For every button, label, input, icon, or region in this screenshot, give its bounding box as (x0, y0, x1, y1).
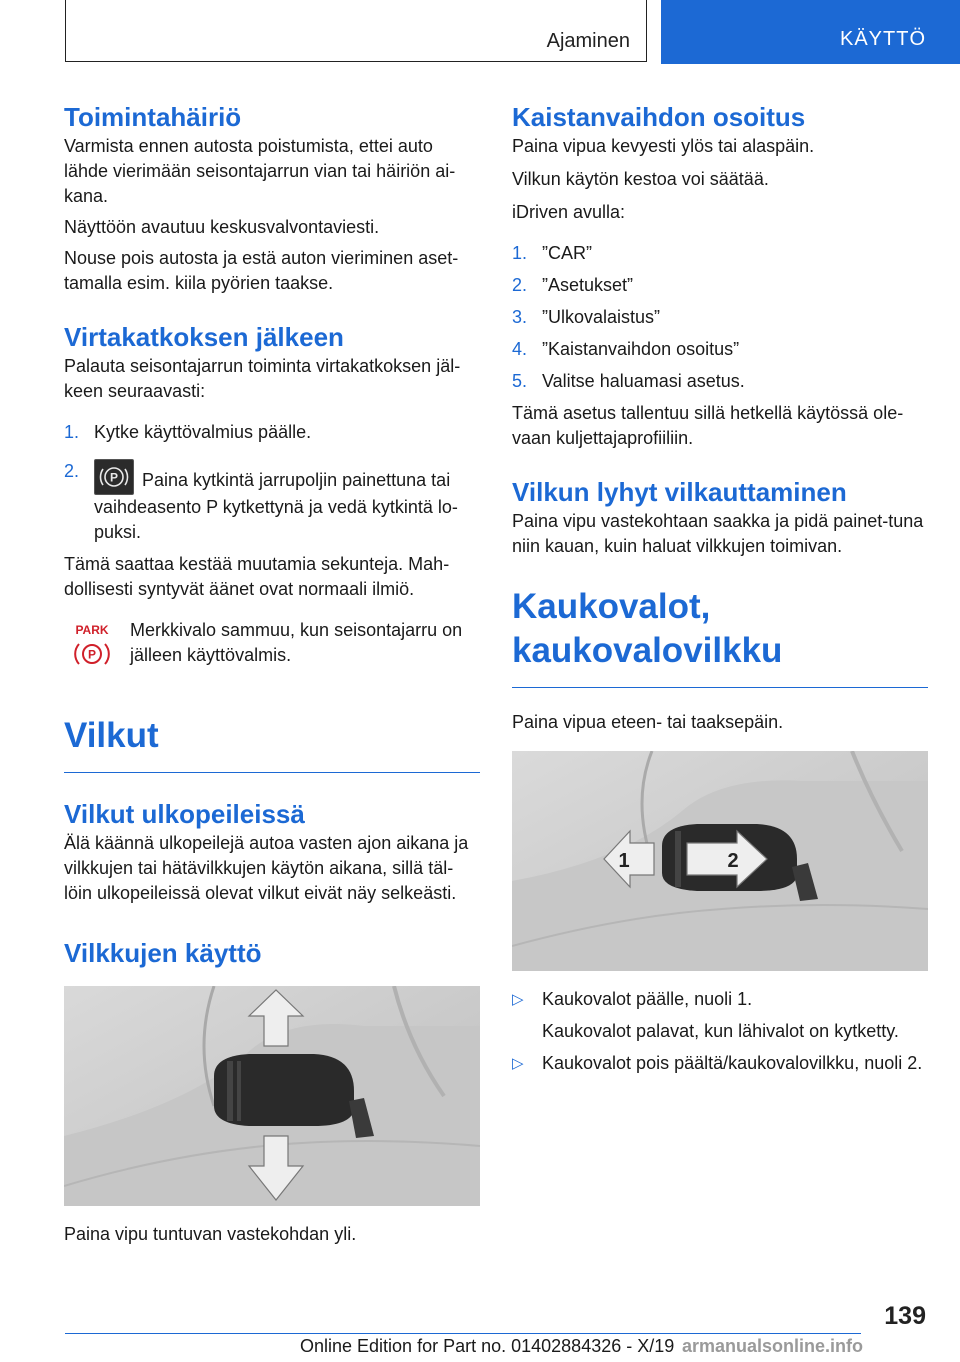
right-column (512, 100, 928, 1083)
triangle-bullet-icon: ▷ (512, 1055, 524, 1072)
list-item (512, 1051, 928, 1076)
lane-steps-list (512, 241, 928, 394)
heading-high-beam: Kaukovalot, kaukovalovilkku (512, 587, 783, 670)
arrow-1-label: 1 (618, 850, 630, 872)
malfunction-paragraph-1: Varmista ennen autosta poistumista, ettei auto lähde vierimään seisontajarrun vian tai häiriön ai-kana. (64, 136, 456, 206)
header-section-box (65, 0, 647, 62)
header-chapter-label: KÄYTTÖ (839, 28, 926, 50)
malfunction-paragraph-2: Näyttöön avautuu keskusvalvontaviesti. (64, 217, 380, 237)
list-item (512, 369, 928, 394)
parking-brake-switch-icon (94, 459, 134, 495)
header-chapter-tab[interactable] (661, 0, 960, 64)
heading-lane-change: Kaistanvaihdon osoitus (512, 102, 806, 132)
power-steps-list (64, 420, 480, 545)
heading-turn-signals: Vilkut (64, 716, 159, 755)
power-paragraph-2: Tämä saattaa kestää muutamia sekunteja. Mah-dollisesti syntyvät äänet ovat normaali ilmiö. (64, 554, 450, 599)
step-number: 1. (64, 422, 80, 442)
park-indicator-row (64, 618, 480, 672)
step-number: 2. (512, 275, 528, 295)
list-item (64, 459, 480, 545)
heading-malfunction: Toimintahäiriö (64, 102, 242, 132)
step-text: Kytke käyttövalmius päälle. (94, 422, 312, 442)
list-item (512, 305, 928, 330)
header-section-title: Ajaminen (546, 30, 630, 52)
footer-watermark: armanualsonline.info (682, 1336, 864, 1356)
lane-paragraph-3: iDriven avulla: (512, 202, 626, 222)
lane-paragraph-1: Paina vipua kevyesti ylös tai alaspäin. (512, 136, 815, 156)
list-item (512, 987, 928, 1044)
power-paragraph-1: Palauta seisontajarrun toiminta virtakatkoksen jäl-keen seuraavasti: (64, 356, 461, 401)
signal-use-caption: Paina vipu tuntuvan vastekohdan yli. (64, 1224, 357, 1244)
page-number: 139 (884, 1302, 926, 1330)
high-beam-paragraph: Paina vipua eteen- tai taaksepäin. (512, 712, 784, 732)
step-text: ”CAR” (542, 243, 592, 263)
step-text: ”Ulkovalaistus” (542, 307, 661, 327)
step-text: Valitse haluamasi asetus. (542, 371, 745, 391)
list-item (512, 273, 928, 298)
step-text: ”Asetukset” (542, 275, 634, 295)
step-number: 5. (512, 371, 528, 391)
heading-mirror-signals: Vilkut ulkopeileissä (64, 799, 305, 829)
step-number: 1. (512, 243, 528, 263)
heading-power-outage: Virtakatkoksen jälkeen (64, 322, 344, 352)
triangle-bullet-icon: ▷ (512, 991, 524, 1008)
park-label: PARK (75, 623, 109, 637)
turn-signal-lever-figure (64, 986, 480, 1206)
step-number: 2. (64, 461, 80, 481)
mirrors-paragraph: Älä käännä ulkopeilejä autoa vasten ajon aikana ja vilkkujen tai hätävilkkujen käytön aikana, sillä täl-löin ulkopeileissä olevat vilkut eivät näy selkeästi. (64, 833, 469, 903)
list-item (512, 337, 928, 362)
lane-paragraph-2: Vilkun käytön kestoa voi säätää. (512, 169, 769, 189)
step-number: 3. (512, 307, 528, 327)
bullet-text: Kaukovalot päälle, nuoli 1. (542, 989, 753, 1009)
bullet-text: Kaukovalot pois päältä/kaukovalovilkku, nuoli 2. (542, 1053, 923, 1073)
park-warning-light-icon (72, 622, 112, 670)
svg-text:P: P (109, 470, 119, 485)
svg-text:P: P (87, 647, 97, 662)
malfunction-paragraph-3: Nouse pois autosta ja estä auton vieriminen aset-tamalla esim. kiila pyörien taakse. (64, 248, 459, 293)
short-flash-paragraph: Paina vipu vastekohtaan saakka ja pidä painet-tuna niin kauan, kuin haluat vilkkujen toimivan. (512, 511, 924, 556)
list-item (512, 241, 928, 266)
high-beam-lever-figure (512, 751, 928, 971)
list-item (64, 420, 480, 445)
footer-rule (65, 1333, 861, 1334)
arrow-2-label: 2 (727, 850, 739, 872)
step-number: 4. (512, 339, 528, 359)
high-beam-list (512, 987, 928, 1076)
footer-edition-text: Online Edition for Part no. 01402884326 - X/19 (300, 1336, 675, 1356)
step-text: Paina kytkintä jarrupoljin painettuna tai vaihdeasento P kytkettynä ja vedä kytkintä lo-puksi. (94, 470, 458, 542)
step-text: ”Kaistanvaihdon osoitus” (542, 339, 740, 359)
heading-signal-use: Vilkkujen käyttö (64, 938, 262, 968)
bullet-subtext: Kaukovalot palavat, kun lähivalot on kytketty. (542, 1021, 899, 1041)
left-column (64, 100, 480, 1247)
park-indicator-text: Merkkivalo sammuu, kun seisontajarru on jälleen käyttövalmis. (130, 620, 463, 665)
lane-paragraph-4: Tämä asetus tallentuu sillä hetkellä käytössä ole-vaan kuljettajaprofiiliin. (512, 403, 904, 448)
heading-short-flash: Vilkun lyhyt vilkauttaminen (512, 477, 847, 507)
